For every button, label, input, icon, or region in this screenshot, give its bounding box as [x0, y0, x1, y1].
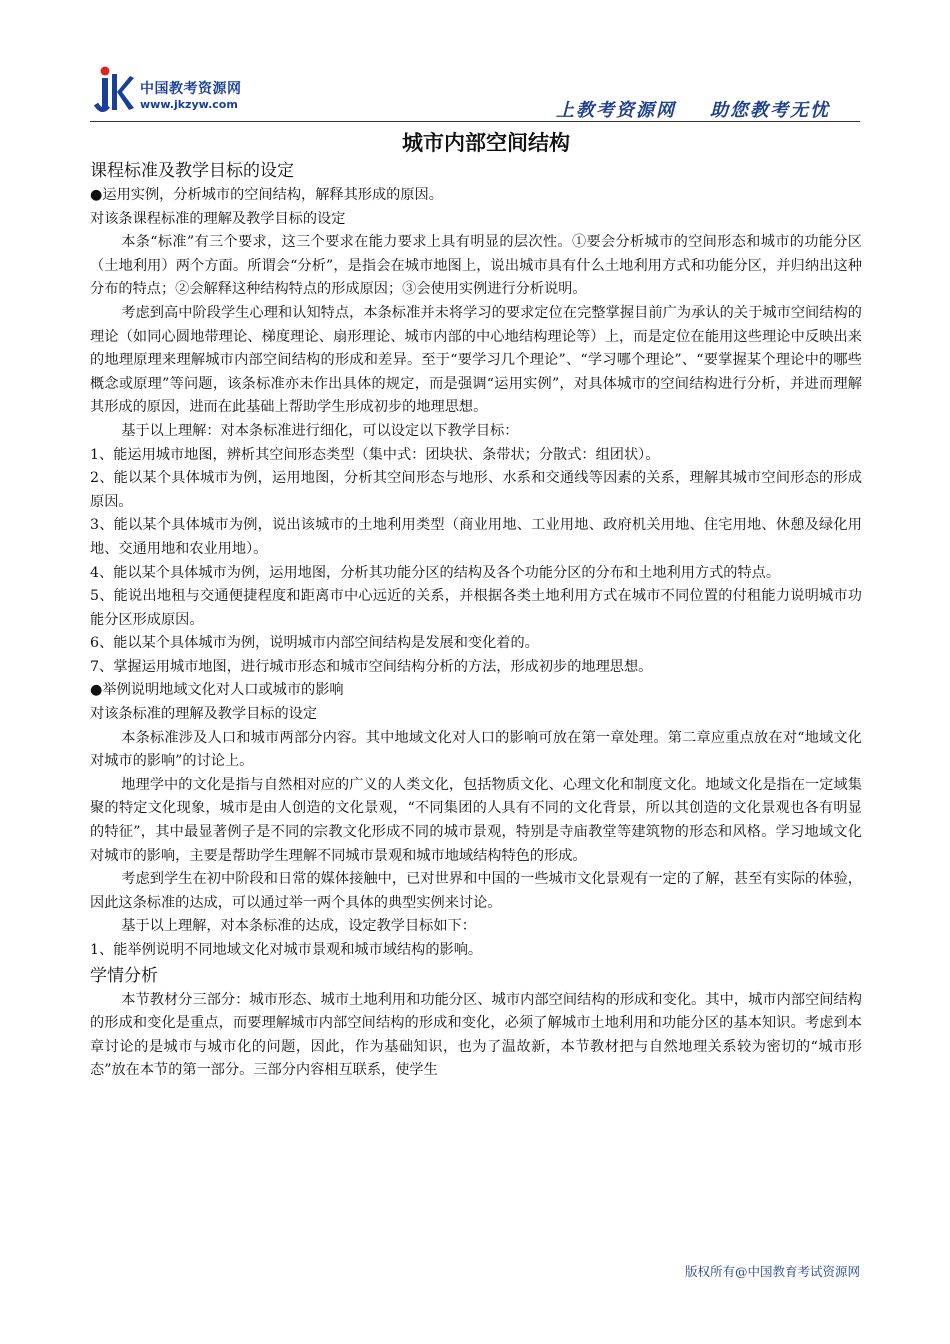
paragraph-8: 本节教材分三部分：城市形态、城市土地利用和功能分区、城市内部空间结构的形成和变化。其中，城市内部空间结构的形成和变化是重点，而要理解城市内部空间结构的形成和变化，必须了解城市土地利用和功能分区的基本知识。考虑到本章讨论的是城市与城市化的问题，因此，作为基础知识，也为了温故新，本节教材把与自然地理关系较为密切的“城市形态”放在本节的第一部分。三部分内容相互联系，使学生: [90, 991, 862, 1079]
goal-item: 1、能举例说明不同地域文化对城市景观和城市域结构的影响。: [90, 942, 483, 958]
goal-item: 5、能说出地租与交通便捷程度和距离市中心远近的关系，并根据各类土地利用方式在城市不同位置的付租能力说明城市功能分区形成原因。: [90, 588, 862, 628]
paragraph-4: 本条标准涉及人口和城市两部分内容。其中地域文化对人口的影响可放在第一章处理。第二章应重点放在对“地域文化对城市的影响”的讨论上。: [90, 729, 862, 770]
paragraph-3: 基于以上理解：对本条标准进行细化，可以设定以下教学目标：: [121, 422, 519, 439]
slogan-right: 助您教考无忧: [710, 100, 830, 121]
goal-item: 6、能以某个具体城市为例，说明城市内部空间结构是发展和变化着的。: [90, 635, 539, 652]
header-divider: [90, 121, 860, 122]
logo-url-text: www.jkzyw.com: [140, 98, 238, 111]
subheading-2: 对该条标准的理解及教学目标的设定: [90, 706, 318, 723]
paragraph-6: 考虑到学生在初中阶段和日常的媒体接触中，已对世界和中国的一些城市文化景观有一定的了解，甚至有实际的体验，因此这条标准的达成，可以通过举一两个具体的典型实例来讨论。: [90, 871, 862, 911]
subheading-1: 对该条课程标准的理解及教学目标的设定: [90, 210, 346, 227]
jk-logo-icon: [94, 64, 134, 116]
goal-item: 7、掌握运用城市地图，进行城市形态和城市空间结构分析的方法，形成初步的地理思想。: [90, 658, 653, 675]
paragraph-5: 地理学中的文化是指与自然相对应的广义的人类文化，包括物质文化、心理文化和制度文化。地域文化是指在一定域集聚的特定文化现象，城市是由人创造的文化景观，“不同集团的人具有不同的文化背景，所以其创造的文化景观也各有明显的特征”，其中最显著例子是不同的宗教文化形成不同的城市景观，特别是寺庙教堂等建筑物的形态和风格。学习地域文化对城市的影响，主要是帮助学生理解不同城市景观和城市地域结构特色的形成。: [90, 776, 862, 864]
section-heading-analysis: 学情分析: [90, 965, 158, 986]
paragraph-2: 考虑到高中阶段学生心理和认知特点，本条标准并未将学习的要求定位在完整掌握目前广为承认的关于城市空间结构的理论（如同心圆地带理论、梯度理论、扇形理论、城市内部的中心地结构理论等）上，而是定位在能用这些理论中反映出来的地理原理来理解城市内部空间结构的形成和差异。至于“要学习几个理论”、“学习哪个理论”、“要掌握某个理论中的哪些概念或原理”等问题，该条标准亦未作出具体的规定，而是强调“运用实例”，对具体城市的空间结构进行分析，并进而理解其形成的原因，进而在此基础上帮助学生形成初步的地理思想。: [90, 304, 862, 416]
goal-item: 4、能以某个具体城市为例，运用地图，分析其功能分区的结构及各个功能分区的分布和土地利用方式的特点。: [90, 564, 781, 581]
bullet-standard-2: ●举例说明地域文化对人口或城市的影响: [90, 682, 344, 699]
footer-copyright: 版权所有@中国教育考试资源网: [684, 1264, 860, 1279]
logo-cn-text: 中国教考资源网: [140, 81, 242, 97]
header-slogan: [556, 96, 830, 122]
page-title: 城市内部空间结构: [402, 130, 570, 155]
paragraph-1: 本条“标准”有三个要求，这三个要求在能力要求上具有明显的层次性。①要会分析城市的空间形态和城市的功能分区（土地利用）两个方面。所谓会“分析”，是指会在城市地图上，说出城市具有什么土地利用方式和功能分区，并归纳出这种分布的特点；②会解释这种结构特点的形成原因；③会使用实例进行分析说明。: [90, 234, 862, 298]
page-header: [90, 60, 860, 122]
bullet-standard-1: ●运用实例，分析城市的空间结构，解释其形成的原因。: [90, 187, 443, 203]
goal-item: 3、能以某个具体城市为例，说出该城市的土地利用类型（商业用地、工业用地、政府机关用地、住宅用地、休憩及绿化用地、交通用地和农业用地）。: [90, 517, 862, 557]
paragraph-7: 基于以上理解，对本条标准的达成，设定教学目标如下：: [121, 918, 476, 935]
goal-item: 1、能运用城市地图，辨析其空间形态类型（集中式：团块状、条带状；分散式：组团状）。: [90, 446, 660, 463]
section-heading-standards: 课程标准及教学目标的设定: [90, 161, 294, 181]
document-body: [90, 128, 862, 1083]
slogan-left: 上教考资源网: [556, 100, 676, 121]
goal-item: 2、能以某个具体城市为例，运用地图，分析其空间形态与地形、水系和交通线等因素的关系，理解其城市空间形态的形成原因。: [90, 470, 862, 510]
